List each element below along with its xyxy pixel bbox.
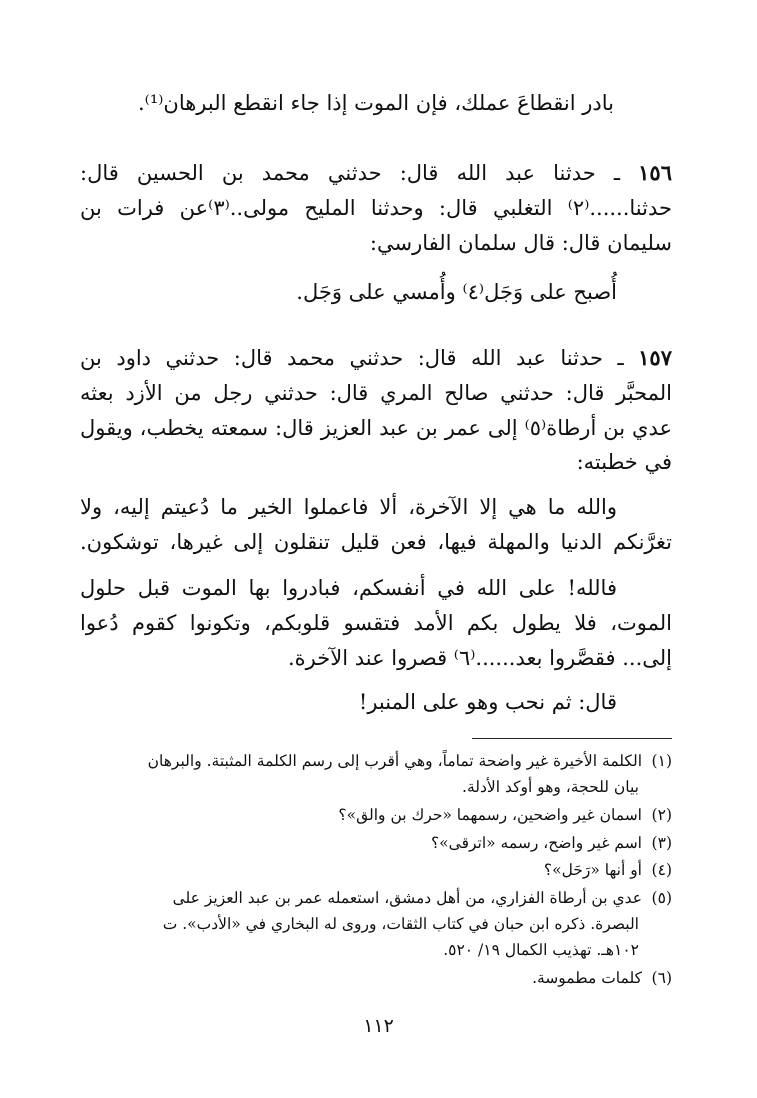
footnote-1-text: الكلمة الأخيرة غير واضحة تماماً، وهي أقرب إلى رسم الكلمة المثبتة. والبرهان	[147, 752, 642, 770]
quote-2-line-2: الموت، فلا يطول بكم الأمد فتقسو قلوبكم، وتكونوا كقوم دُعوا	[80, 611, 672, 635]
quote-1-line-2: تغرَّنكم الدنيا والمهلة فيها، فعن قليل تنقلون إلى غيرها، توشكون.	[80, 530, 672, 554]
footnote-4	[80, 857, 672, 883]
footnote-5	[80, 885, 672, 911]
footnote-separator	[472, 738, 672, 739]
paragraph-156-quote: أُصبح على وَجَل⁽٤⁾ وأُمسي على وَجَل.	[296, 280, 617, 304]
footnote-6-number: (٦)	[651, 969, 672, 987]
paragraph-156-line-1	[80, 158, 672, 188]
footnote-6-text: كلمات مطموسة.	[532, 969, 642, 987]
footnote-5-text: عدي بن أرطاة الفزاري، من أهل دمشق، استعمله عمر بن عبد العزيز على	[172, 889, 642, 907]
paragraph-156-text: ـ حدثنا عبد الله قال: حدثني محمد بن الحسين قال:	[80, 161, 621, 185]
paragraph-157-line-2: المحبَّر قال: حدثني صالح المري قال: حدثني رجل من الأزد بعثه	[80, 381, 672, 405]
footnote-1-number: (١)	[651, 752, 672, 770]
page-number: ١١٢	[363, 1015, 394, 1037]
footnote-2-text: اسمان غير واضحين، رسمهما «حرك بن والق»؟	[338, 806, 642, 824]
paragraph-157-line-4: في خطبته:	[576, 450, 672, 474]
paragraph-156-line-2: حدثنا......⁽٢⁾ التغلبي قال: وحدثنا المليح مولى..⁽٣⁾عن فرات بن	[80, 196, 672, 220]
paragraph-157-line-3: عدي بن أرطاة⁽٥⁾ إلى عمر بن عبد العزيز قال: سمعته يخطب، ويقول	[80, 416, 672, 440]
paragraph-157-text: ـ حدثنا عبد الله قال: حدثني محمد قال: حدثني داود بن	[80, 346, 624, 370]
footnote-5-continuation-2: ١٠٢هـ. تهذيب الكمال ١٩/ ٥٢٠.	[443, 941, 639, 959]
footnote-6	[80, 965, 672, 991]
footnote-3-number: (٣)	[651, 834, 672, 852]
paragraph-157-line-1	[80, 343, 672, 373]
footnote-2	[80, 802, 672, 828]
quote-2-line-3: إلى... فقصَّروا بعد......⁽٦⁾ قصروا عند الآخرة.	[288, 646, 672, 670]
footnote-3	[80, 830, 672, 856]
intro-line: بادر انقطاعَ عملك، فإن الموت إذا جاء انقطع البرهان⁽¹⁾.	[137, 91, 614, 115]
paragraph-156-line-3: سليمان قال: قال سلمان الفارسي:	[369, 231, 672, 255]
footnote-1	[80, 748, 672, 774]
footnote-5-number: (٥)	[651, 889, 672, 907]
paragraph-number-156: ١٥٦	[638, 160, 672, 185]
closing-line: قال: ثم نحب وهو على المنبر!	[358, 690, 617, 714]
footnote-4-text: أو أنها «رَحَل»؟	[543, 861, 642, 879]
quote-2-line-1: فالله! على الله في أنفسكم، فبادروا بها الموت قبل حلول	[80, 576, 617, 600]
paragraph-number-157: ١٥٧	[638, 345, 672, 370]
footnote-3-text: اسم غير واضح، رسمه «اترقى»؟	[430, 834, 642, 852]
footnote-5-continuation-1: البصرة. ذكره ابن حبان في كتاب الثقات، وروى له البخاري في «الأدب». ت	[162, 915, 639, 933]
footnote-2-number: (٢)	[651, 806, 672, 824]
footnote-1-continuation: بيان للحجة، وهو أوكد الأدلة.	[462, 778, 639, 796]
footnote-4-number: (٤)	[651, 861, 672, 879]
quote-1-line-1: والله ما هي إلا الآخرة، ألا فاعملوا الخير ما دُعيتم إليه، ولا	[80, 495, 617, 519]
